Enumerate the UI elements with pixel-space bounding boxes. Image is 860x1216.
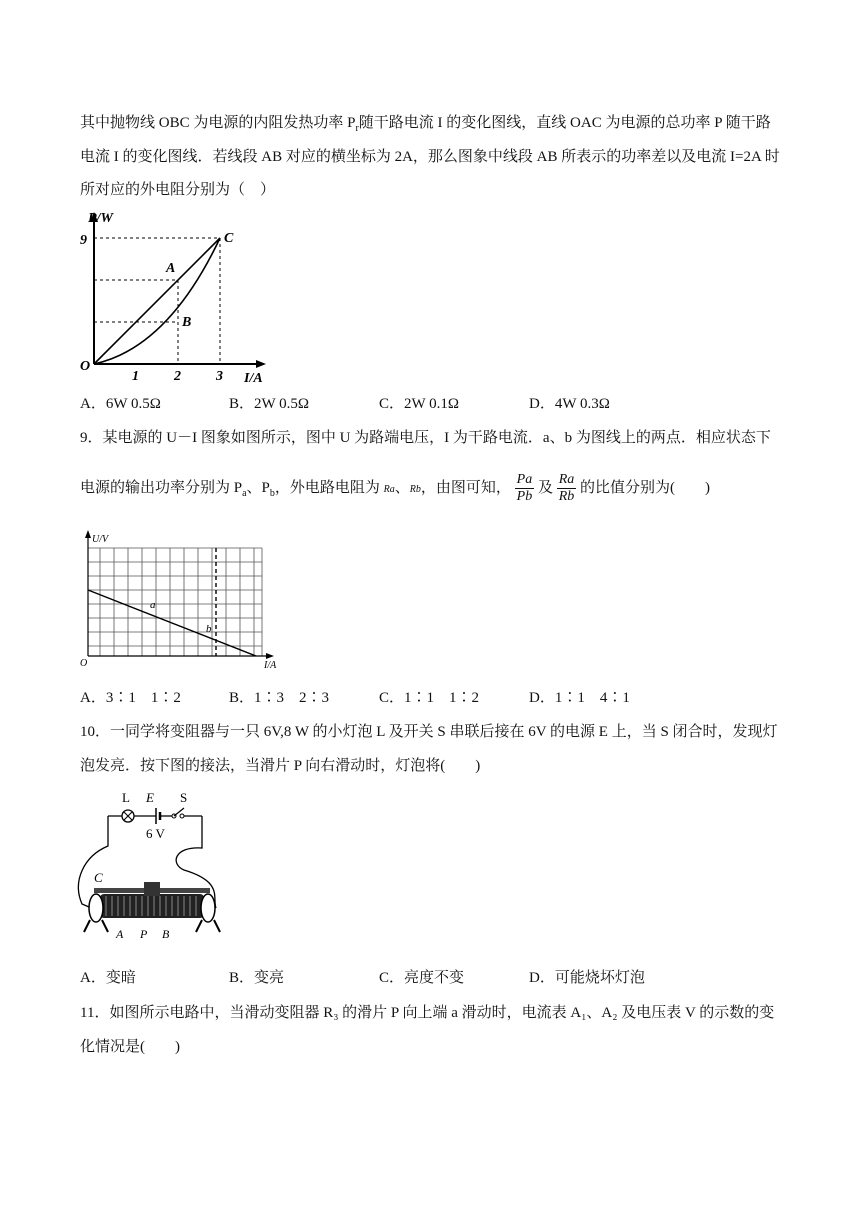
q9-option-b[interactable]: B．1∶3 2∶3 <box>229 690 330 706</box>
q8-line-1: 其中抛物线 OBC 为电源的内阻发热功率 $P_r$随干路电流 I 的变化图线，直线 OAC 为电源的总功率 P 随干路 <box>80 115 771 134</box>
q9-origin: O <box>80 658 88 669</box>
q8-xtick-2: 2 <box>174 369 181 384</box>
q8-option-a[interactable]: A．6W 0.5Ω <box>80 396 161 412</box>
q9-xlabel: I/A <box>264 660 277 671</box>
ratio-pa-pb: $\frac{Pa}{Pb}$ <box>516 472 533 505</box>
q8-power-graph <box>78 208 278 388</box>
q10-line-2: 泡发亮．按下图的接法，当滑片 P 向右滑动时，灯泡将( ) <box>80 758 481 774</box>
q9-ui-graph <box>78 528 284 674</box>
q8-option-d[interactable]: D．4W 0.3Ω <box>529 396 610 412</box>
q8-origin: O <box>80 359 91 374</box>
q10-label-6v: 6 V <box>146 826 165 841</box>
q8-xtick-1: 1 <box>132 369 139 384</box>
q10-option-a[interactable]: A．变暗 <box>80 970 136 986</box>
q8-line-3: 所对应的外电阻分别为（ ） <box>80 182 276 198</box>
q10-line-1: 10．一同学将变阻器与一只 6V,8 W 的小灯泡 L 及开关 S 串联后接在 6V 的电源 E 上，当 S 闭合时，发现灯 <box>80 724 778 740</box>
q8-xlabel: I/A <box>244 371 263 386</box>
q8-xtick-3: 3 <box>216 369 223 384</box>
q9-ylabel: U/V <box>92 534 109 545</box>
q9-point-b: b <box>206 623 212 635</box>
q10-label-S: S <box>180 790 188 805</box>
q10-rheostat-circuit <box>74 786 234 946</box>
q8-option-c[interactable]: C．2W 0.1Ω <box>379 396 460 412</box>
q11-line-2: 化情况是( ) <box>80 1039 180 1055</box>
q8-point-A: A <box>166 261 176 276</box>
q10-label-C: C <box>94 870 103 885</box>
q9-option-c[interactable]: C．1∶1 1∶2 <box>379 690 480 706</box>
q10-label-B: B <box>162 927 170 941</box>
rheostat-icon <box>84 882 220 932</box>
q10-label-L: L <box>122 790 130 805</box>
q10-label-A: A <box>116 927 124 941</box>
q8-point-C: C <box>224 231 234 246</box>
q9-option-d[interactable]: D．1∶1 4∶1 <box>529 690 630 706</box>
q11-line-1: 11．如图所示电路中，当滑动变阻器 R₃ 的滑片 P 向上端 a 滑动时，电流表 A₁、A₂ 及电压表 V 的示数的变 <box>80 1005 775 1021</box>
q9-line-1: 9．某电源的 U－I 图象如图所示，图中 U 为路端电压，I 为干路电流．a、b 为图线上的两点．相应状态下 <box>80 430 771 446</box>
q10-label-P: P <box>140 927 148 941</box>
ratio-ra-rb: $\frac{Ra}{Rb}$ <box>558 472 575 505</box>
q10-option-c[interactable]: C．亮度不变 <box>379 970 465 986</box>
q9-option-a[interactable]: A．3∶1 1∶2 <box>80 690 181 706</box>
q10-label-E: E <box>146 790 154 805</box>
q9-line-2: 电源的输出功率分别为 $P_a$、$P_b$，外电路电阻为 Ra、Rb，由图可知， $\frac{Pa}{Pb}$ 及 $\frac{Ra}{Rb}$ 的比值分别为( ) <box>80 472 711 505</box>
q10-option-d[interactable]: D．可能烧坏灯泡 <box>529 970 645 986</box>
q9-point-a: a <box>150 599 156 611</box>
q8-ylabel: P/W <box>88 211 113 226</box>
q8-point-B: B <box>182 315 192 330</box>
q8-ytick-9: 9 <box>80 233 87 248</box>
q10-option-b[interactable]: B．变亮 <box>229 970 285 986</box>
q8-option-b[interactable]: B．2W 0.5Ω <box>229 396 310 412</box>
q8-line-2: 电流 I 的变化图线．若线段 AB 对应的横坐标为 2A，那么图象中线段 AB 所表示的功率差以及电流 I=2A 时 <box>80 149 780 165</box>
